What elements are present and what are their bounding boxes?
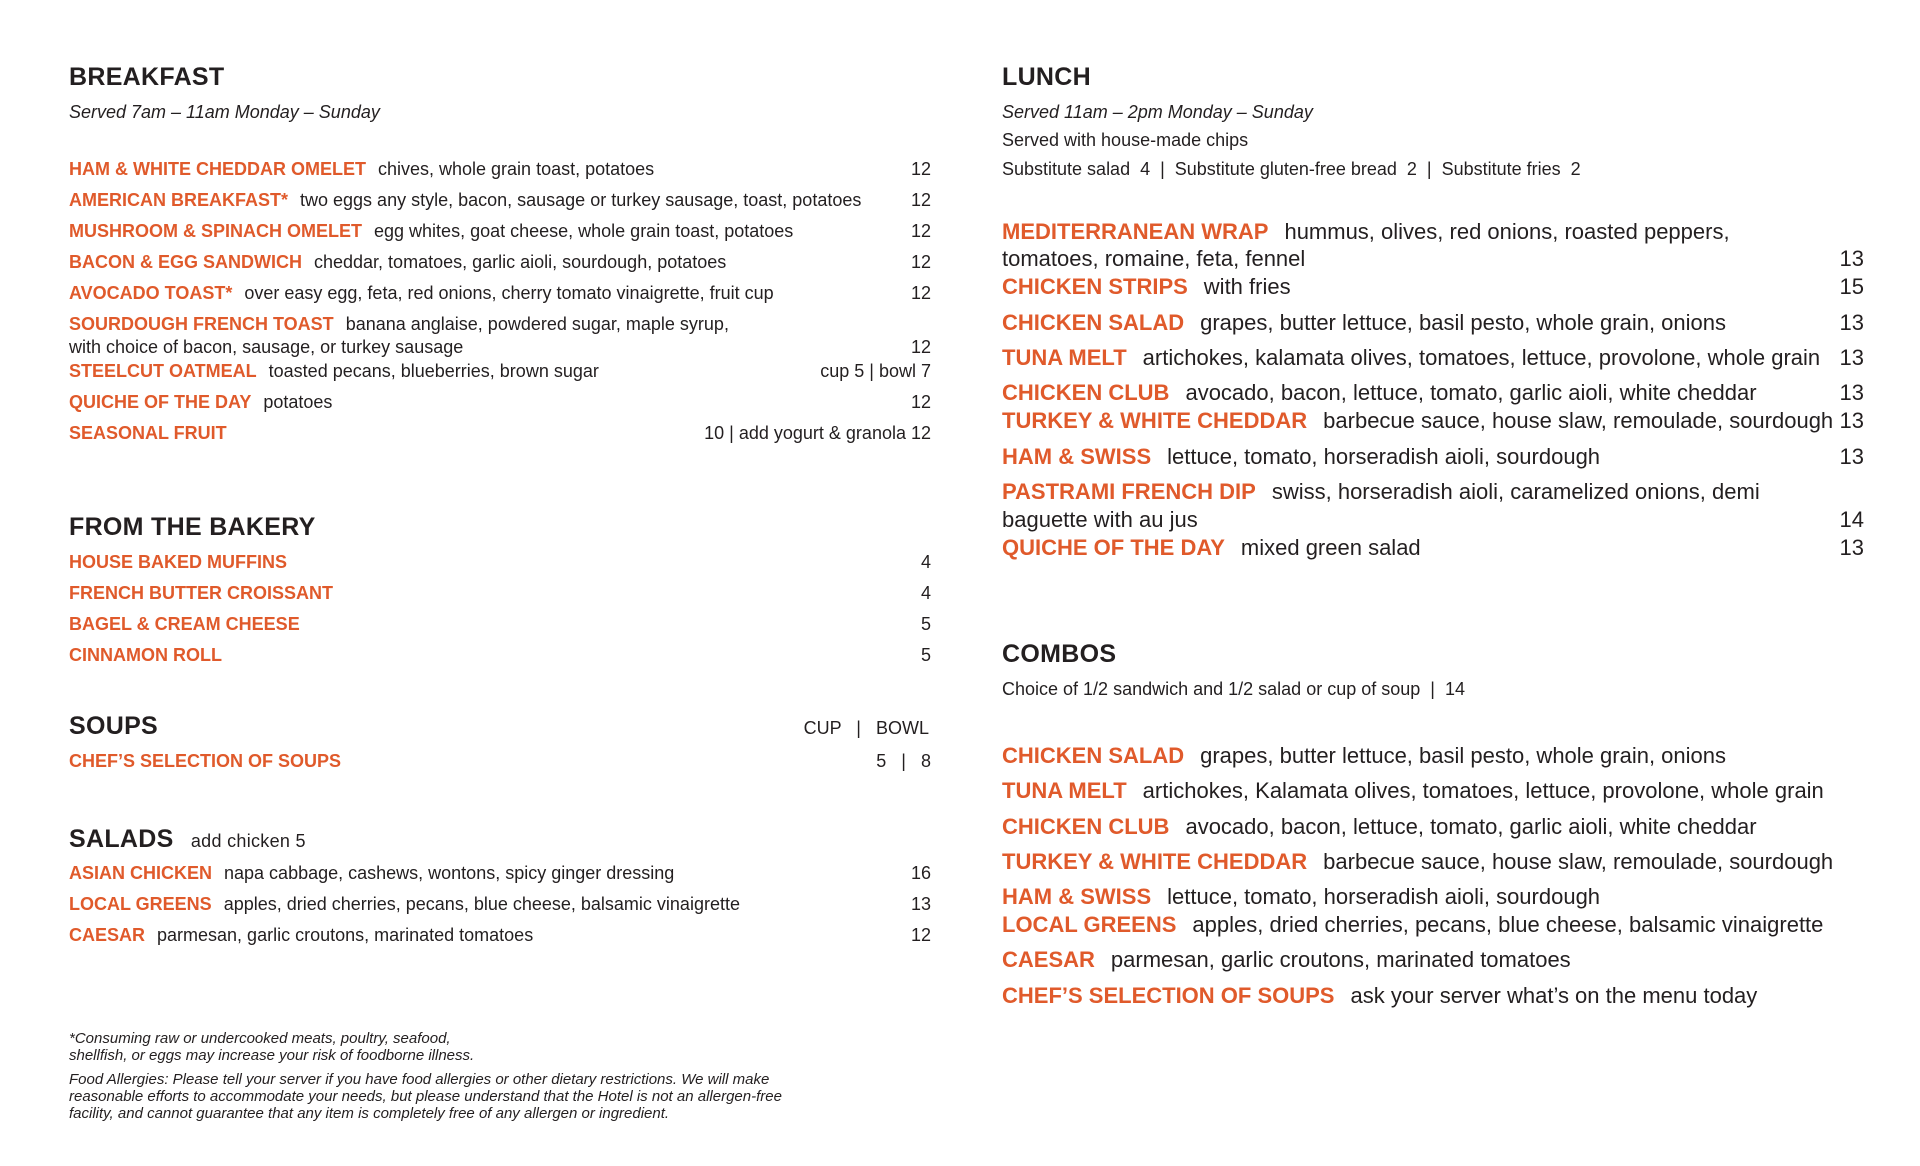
item-desc: egg whites, goat cheese, whole grain toast, potatoes [374,221,794,241]
salads-add-note: add chicken 5 [190,831,306,851]
item-desc-line2: with choice of bacon, sausage, or turkey sausage [69,337,464,357]
item-desc: banana anglaise, powdered sugar, maple syrup, [345,314,729,334]
menu-item [69,863,931,884]
item-name: HAM & SWISS [1002,884,1152,909]
menu-item [1002,310,1864,336]
item-desc: parmesan, garlic croutons, marinated tomatoes [157,925,534,945]
item-name: TUNA MELT [1002,345,1127,370]
item-desc: grapes, butter lettuce, basil pesto, whole grain, onions [1200,743,1726,768]
disclaimer-line: shellfish, or eggs may increase your risk of foodborne illness. [69,1047,475,1064]
item-desc: mixed green salad [1240,535,1421,560]
item-price: 12 [910,159,931,179]
disclaimer-line: Food Allergies: Please tell your server if you have food allergies or other dietary restrictions. We will make [69,1071,770,1088]
menu-item [69,392,931,413]
item-price: 5 [920,645,931,665]
menu-item [69,645,931,666]
item-name: HOUSE BAKED MUFFINS [69,552,288,572]
item-name: TURKEY & WHITE CHEDDAR [1002,408,1308,433]
item-desc: avocado, bacon, lettuce, tomato, garlic aioli, white cheddar [1185,380,1757,405]
disclaimer-line: *Consuming raw or undercooked meats, poultry, seafood, [69,1030,451,1047]
item-desc: potatoes [263,392,333,412]
item-price: cup 5 | bowl 7 [820,361,931,381]
menu-item [1002,274,1864,300]
menu-item [1002,743,1864,769]
combos-title: COMBOS [1002,640,1117,668]
lunch-chips-note: Served with house-made chips [1002,130,1249,150]
item-name: AVOCADO TOAST* [69,283,233,303]
item-name: BACON & EGG SANDWICH [69,252,302,272]
item-name: PASTRAMI FRENCH DIP [1002,479,1256,504]
menu-item [69,252,931,273]
item-name: HAM & WHITE CHEDDAR OMELET [69,159,366,179]
item-price: 13 [1839,345,1864,370]
item-price: 14 [1839,507,1864,532]
item-name: HAM & SWISS [1002,444,1152,469]
item-desc: cheddar, tomatoes, garlic aioli, sourdough, potatoes [314,252,727,272]
salads-title-text: SALADS [69,825,174,853]
item-name: MUSHROOM & SPINACH OMELET [69,221,363,241]
menu-item [1002,380,1864,406]
lunch-title: LUNCH [1002,63,1091,91]
menu-item-continued [1002,507,1864,533]
item-price: 13 [1839,380,1864,405]
item-price: 13 [1839,535,1864,560]
item-desc: swiss, horseradish aioli, caramelized onions, demi [1271,479,1760,504]
item-name: QUICHE OF THE DAY [69,392,252,412]
item-desc: apples, dried cherries, pecans, blue cheese, balsamic vinaigrette [223,894,740,914]
breakfast-title: BREAKFAST [69,63,225,91]
item-price: 12 [910,337,931,357]
menu-item [69,894,931,915]
bakery-title: FROM THE BAKERY [69,513,316,541]
item-price: 4 [920,583,931,603]
item-name: AMERICAN BREAKFAST* [69,190,289,210]
raw-food-disclaimer [69,1030,474,1064]
item-price: 12 [910,221,931,241]
item-name: SOURDOUGH FRENCH TOAST [69,314,334,334]
item-price: 10 | add yogurt & granola 12 [704,423,931,443]
item-price: 12 [910,283,931,303]
item-name: CAESAR [1002,947,1095,972]
menu-item [1002,408,1864,434]
allergy-disclaimer [69,1071,782,1122]
item-name: LOCAL GREENS [1002,912,1177,937]
item-name: FRENCH BUTTER CROISSANT [69,583,333,603]
menu-item-continued [1002,246,1864,272]
item-desc: barbecue sauce, house slaw, remoulade, sourdough [1323,408,1834,433]
disclaimer-line: facility, and cannot guarantee that any item is completely free of any allergen or ingredient. [69,1105,670,1122]
item-desc: ask your server what’s on the menu today [1350,983,1758,1008]
lunch-hours: Served 11am – 2pm Monday – Sunday [1002,102,1313,122]
item-desc: napa cabbage, cashews, wontons, spicy ginger dressing [224,863,675,883]
menu-item [1002,947,1864,973]
item-price: 13 [1839,246,1864,271]
menu-item [1002,219,1864,245]
menu-item [69,190,931,211]
menu-item [1002,778,1864,804]
menu-item [69,583,931,604]
item-price: 12 [910,925,931,945]
menu-item-continued [69,337,931,358]
menu-item [1002,912,1864,938]
item-desc: barbecue sauce, house slaw, remoulade, sourdough [1323,849,1834,874]
menu-item [69,159,931,180]
item-price: 4 [920,552,931,572]
menu-item [69,925,931,946]
item-desc: toasted pecans, blueberries, brown sugar [268,361,599,381]
item-price: 12 [910,392,931,412]
item-name: CAESAR [69,925,146,945]
item-price: 12 [910,190,931,210]
soups-title: SOUPS [69,712,159,740]
item-name: CHICKEN SALAD [1002,310,1185,335]
item-price: 13 [910,894,931,914]
item-desc: two eggs any style, bacon, sausage or turkey sausage, toast, potatoes [300,190,862,210]
item-price: 12 [910,252,931,272]
item-price: 5 | 8 [876,751,931,771]
item-name: LOCAL GREENS [69,894,212,914]
menu-item [69,614,931,635]
menu-item [69,552,931,573]
menu-item [69,283,931,304]
item-name: CHEF’S SELECTION OF SOUPS [1002,983,1335,1008]
menu-item [69,314,931,335]
item-desc: chives, whole grain toast, potatoes [377,159,655,179]
lunch-substitutes: Substitute salad 4 | Substitute gluten-free bread 2 | Substitute fries 2 [1002,159,1581,179]
item-name: QUICHE OF THE DAY [1002,535,1225,560]
soups-size-header: CUP | BOWL [803,718,929,738]
item-desc: lettuce, tomato, horseradish aioli, sourdough [1167,884,1601,909]
item-desc-line2: baguette with au jus [1002,507,1198,532]
item-name: MEDITERRANEAN WRAP [1002,219,1269,244]
item-price: 5 [920,614,931,634]
menu-item [1002,814,1864,840]
disclaimer-line: reasonable efforts to accommodate your needs, but please understand that the Hotel is not an allergen-free [69,1088,782,1105]
item-name: CHICKEN CLUB [1002,380,1170,405]
menu-item [1002,983,1864,1009]
menu-item [1002,884,1864,910]
item-desc: grapes, butter lettuce, basil pesto, whole grain, onions [1200,310,1726,335]
item-price: 15 [1839,274,1864,299]
combos-note: Choice of 1/2 sandwich and 1/2 salad or cup of soup | 14 [1002,679,1465,699]
item-name: CHICKEN STRIPS [1002,274,1188,299]
item-desc: parmesan, garlic croutons, marinated tomatoes [1110,947,1571,972]
item-desc: lettuce, tomato, horseradish aioli, sourdough [1167,444,1601,469]
item-name: TUNA MELT [1002,778,1127,803]
item-desc: avocado, bacon, lettuce, tomato, garlic aioli, white cheddar [1185,814,1757,839]
menu-item [1002,849,1864,875]
breakfast-hours: Served 7am – 11am Monday – Sunday [69,102,380,122]
item-name: CHEF’S SELECTION OF SOUPS [69,751,342,771]
item-name: TURKEY & WHITE CHEDDAR [1002,849,1308,874]
item-name: CHICKEN CLUB [1002,814,1170,839]
item-name: CINNAMON ROLL [69,645,222,665]
menu-item [1002,535,1864,561]
item-name: CHICKEN SALAD [1002,743,1185,768]
item-price: 13 [1839,310,1864,335]
item-desc-line2: tomatoes, romaine, feta, fennel [1002,246,1306,271]
salads-title [69,825,306,854]
menu-item [69,361,931,382]
item-desc: over easy egg, feta, red onions, cherry tomato vinaigrette, fruit cup [244,283,774,303]
item-desc: hummus, olives, red onions, roasted peppers, [1284,219,1730,244]
item-name: STEELCUT OATMEAL [69,361,257,381]
item-name: SEASONAL FRUIT [69,423,227,443]
item-price: 16 [910,863,931,883]
item-desc: artichokes, Kalamata olives, tomatoes, lettuce, provolone, whole grain [1142,778,1824,803]
menu-item [69,751,931,772]
item-desc: apples, dried cherries, pecans, blue cheese, balsamic vinaigrette [1192,912,1824,937]
item-desc: with fries [1203,274,1291,299]
menu-item [1002,444,1864,470]
item-desc: artichokes, kalamata olives, tomatoes, lettuce, provolone, whole grain [1142,345,1821,370]
menu-item [1002,345,1864,371]
menu-item [69,423,931,444]
menu-item [69,221,931,242]
item-price: 13 [1839,444,1864,469]
item-name: BAGEL & CREAM CHEESE [69,614,300,634]
item-price: 13 [1839,408,1864,433]
item-name: ASIAN CHICKEN [69,863,213,883]
menu-item [1002,479,1864,505]
